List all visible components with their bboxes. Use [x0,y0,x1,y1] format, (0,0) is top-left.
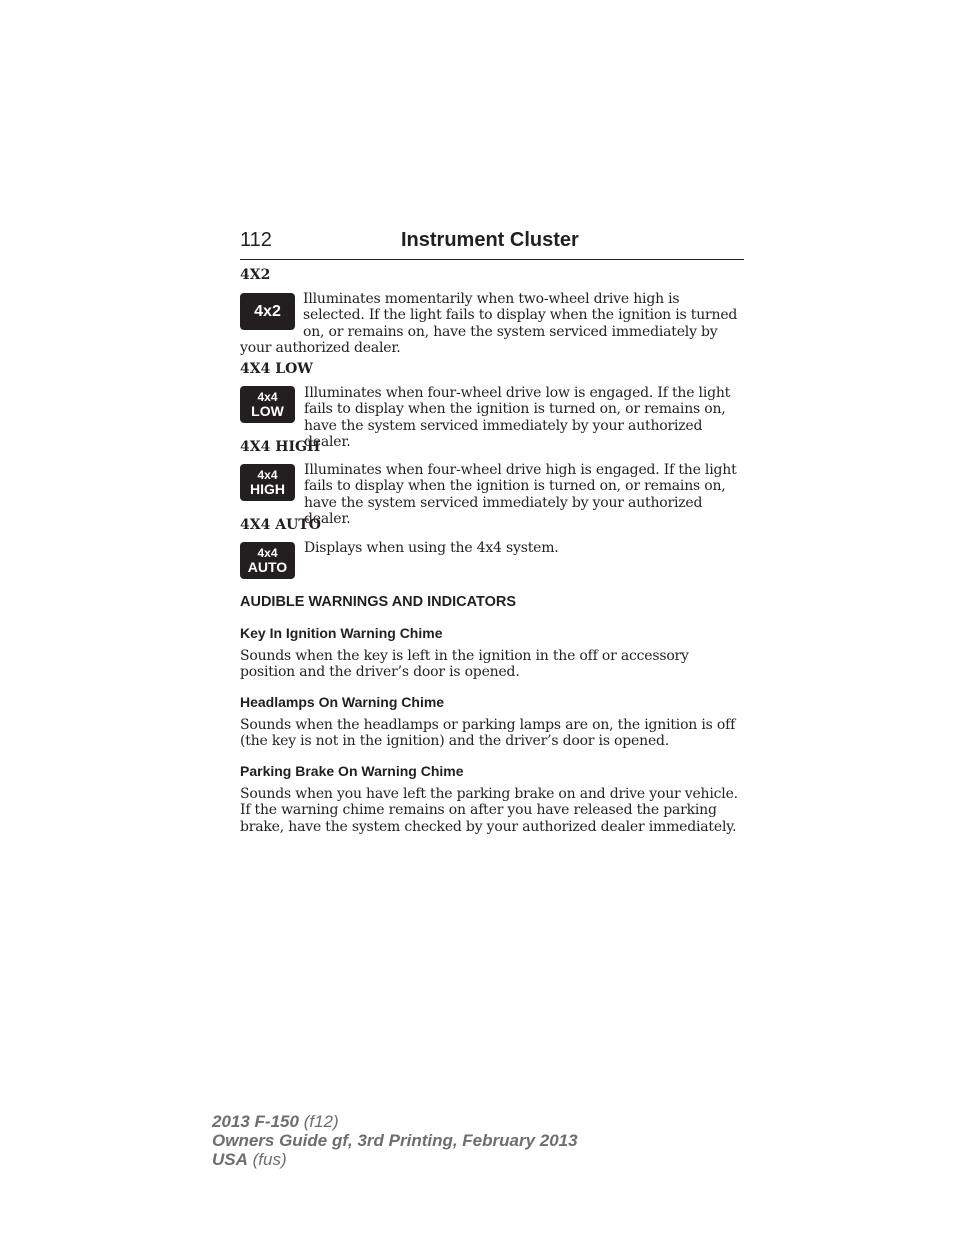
icon-label: 4x2 [254,302,281,320]
indicator-heading-4x4-low: 4X4 LOW [240,361,313,377]
indicator-description-4x4-high: Illuminates when four-wheel drive high is engaged. If the light fails to display when the ignition is turned on, or remains on, have the system serviced immediately by your authorized dealer. [304,462,737,528]
page-title: Instrument Cluster [401,229,579,251]
indicator-heading-4x2: 4X2 [240,267,271,283]
indicator-description-4x2: Illuminates momentarily when two-wheel drive high is selected. If the light fails to display when the ignition is turned on, or remains on, have the system serviced immediately by your authorized dealer. [240,291,738,357]
icon-label-top: 4x4 [257,468,278,482]
4x4-low-indicator-icon [240,386,295,423]
subheading-headlamps-on: Headlamps On Warning Chime [240,694,445,710]
subheading-key-in-ignition: Key In Ignition Warning Chime [240,625,443,641]
4x4-high-indicator-icon [240,464,295,501]
paragraph-headlamps-on: Sounds when the headlamps or parking lamps are on, the ignition is off (the key is not in the ignition) and the driver’s door is opened. [240,717,736,750]
4x4-auto-indicator-icon [240,542,295,579]
footer-region-code: (fus) [252,1150,287,1169]
page-number: 112 [240,229,272,251]
page-footer [212,1112,578,1169]
footer-model-line [212,1112,578,1131]
indicator-description-4x4-low: Illuminates when four-wheel drive low is engaged. If the light fails to display when the ignition is turned on, or remains on, have the system serviced immediately by your authorized dealer. [304,385,731,451]
subheading-parking-brake-on: Parking Brake On Warning Chime [240,763,464,779]
footer-guide-line: Owners Guide gf, 3rd Printing, February 2013 [212,1131,578,1150]
footer-region-line [212,1150,578,1169]
indicator-heading-4x4-auto: 4X4 AUTO [240,517,321,533]
icon-label-bottom: AUTO [247,559,288,575]
indicator-heading-4x4-high: 4X4 HIGH [240,439,321,455]
icon-label-bottom: HIGH [250,481,285,497]
footer-model-code: (f12) [303,1112,339,1131]
page-header [240,228,744,260]
paragraph-key-in-ignition: Sounds when the key is left in the ignition in the off or accessory position and the driver’s door is opened. [240,648,689,681]
indicator-description-4x4-auto: Displays when using the 4x4 system. [304,540,559,556]
icon-label-bottom: LOW [251,403,284,419]
section-heading-audible-warnings: AUDIBLE WARNINGS AND INDICATORS [240,594,517,610]
paragraph-parking-brake-on: Sounds when you have left the parking brake on and drive your vehicle. If the warning chime remains on after you have released the parking brake, have the system checked by your authorized dealer immediately. [240,786,738,835]
icon-label-top: 4x4 [257,390,278,404]
footer-region: USA [212,1150,248,1169]
icon-label-top: 4x4 [257,546,278,560]
footer-model: 2013 F-150 [212,1112,299,1131]
